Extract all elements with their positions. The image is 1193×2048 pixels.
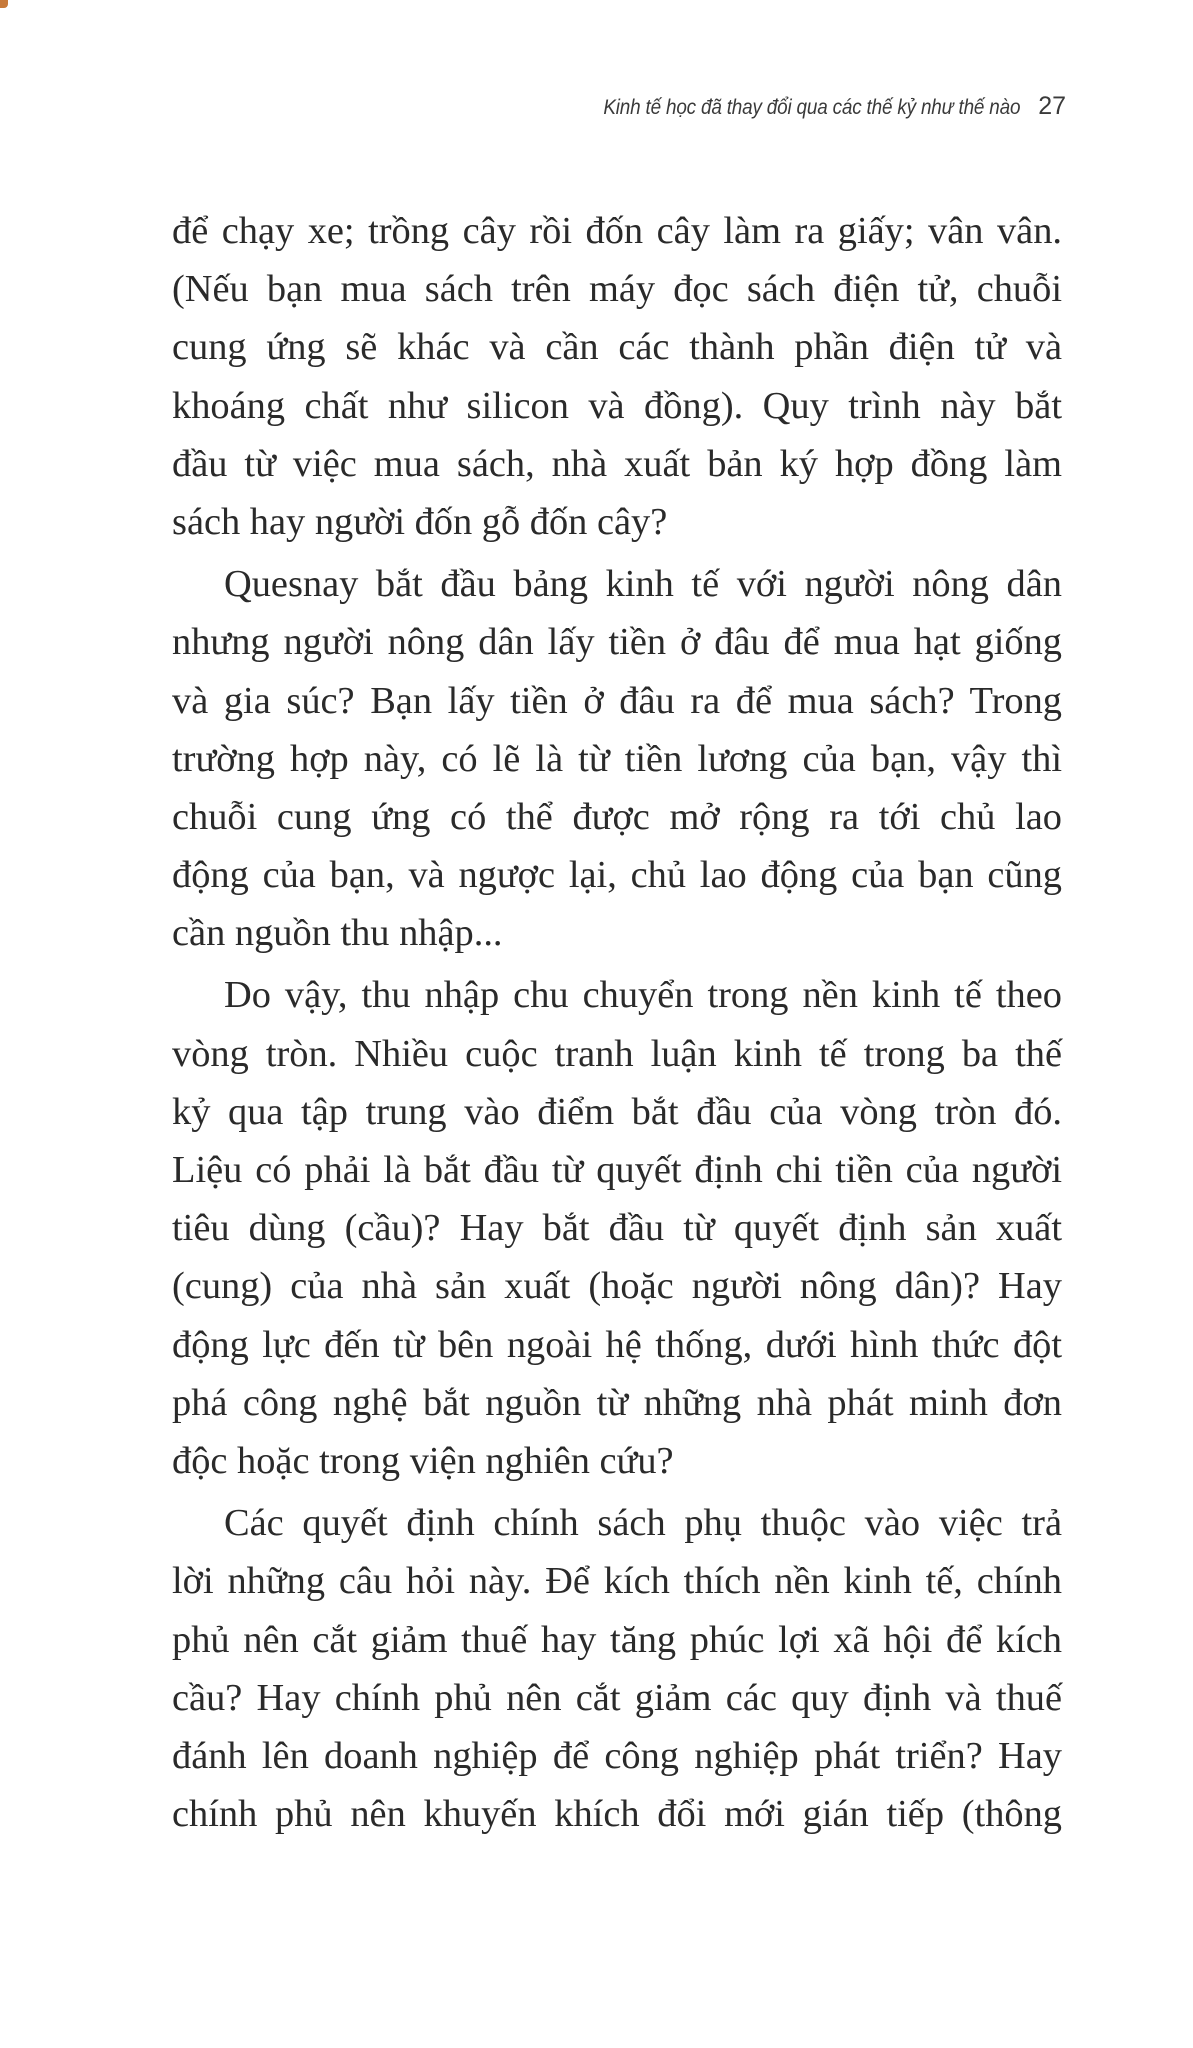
- text-line: Liệu có phải là bắt đầu từ quyết định chi tiền của người: [172, 1149, 1062, 1191]
- text-line: (cung) của nhà sản xuất (hoặc người nông dân)? Hay: [172, 1265, 1062, 1308]
- scan-corner-mark: [0, 0, 8, 8]
- text-line: chính phủ nên khuyến khích đổi mới gián tiếp (thông: [172, 1793, 1062, 1836]
- paragraph: [172, 966, 1062, 1490]
- text-line: vòng tròn. Nhiều cuộc tranh luận kinh tế trong ba thế: [172, 1032, 1062, 1075]
- text-line: Các quyết định chính sách phụ thuộc vào việc trả: [224, 1502, 1062, 1545]
- text-line: độc hoặc trong viện nghiên cứu?: [172, 1439, 674, 1482]
- text-line: và gia súc? Bạn lấy tiền ở đâu ra để mua sách? Trong: [172, 679, 1062, 722]
- text-line: lời những câu hỏi này. Để kích thích nền kinh tế, chính: [172, 1560, 1062, 1603]
- running-title: Kinh tế học đã thay đổi qua các thế kỷ như thế nào: [603, 96, 1021, 119]
- text-line: đầu từ việc mua sách, nhà xuất bản ký hợp đồng làm: [172, 442, 1062, 485]
- text-line: Quesnay bắt đầu bảng kinh tế với người nông dân: [224, 563, 1062, 606]
- text-line: Do vậy, thu nhập chu chuyển trong nền kinh tế theo: [224, 974, 1062, 1017]
- page-number: 27: [1038, 92, 1066, 120]
- text-line: kỷ qua tập trung vào điểm bắt đầu của vòng tròn đó.: [172, 1090, 1062, 1133]
- text-line: cần nguồn thu nhập...: [172, 912, 503, 955]
- text-line: động lực đến từ bên ngoài hệ thống, dưới hình thức đột: [172, 1323, 1062, 1366]
- text-line: sách hay người đốn gỗ đốn cây?: [172, 500, 668, 543]
- text-line: đánh lên doanh nghiệp để công nghiệp phát triển? Hay: [172, 1734, 1062, 1777]
- text-line: cung ứng sẽ khác và cần các thành phần điện tử và: [172, 326, 1062, 369]
- text-line: để chạy xe; trồng cây rồi đốn cây làm ra giấy; vân vân.: [172, 210, 1062, 252]
- text-line: (Nếu bạn mua sách trên máy đọc sách điện tử, chuỗi: [172, 268, 1062, 311]
- body-text: [172, 202, 1062, 1843]
- text-line: chuỗi cung ứng có thể được mở rộng ra tới chủ lao: [172, 795, 1062, 838]
- text-line: khoáng chất như silicon và đồng). Quy trình này bắt: [172, 384, 1062, 427]
- running-header: [557, 92, 1066, 121]
- text-line: nhưng người nông dân lấy tiền ở đâu để mua hạt giống: [172, 621, 1062, 664]
- text-line: tiêu dùng (cầu)? Hay bắt đầu từ quyết định sản xuất: [172, 1207, 1062, 1250]
- text-line: phá công nghệ bắt nguồn từ những nhà phát minh đơn: [172, 1381, 1062, 1424]
- paragraph: [172, 555, 1062, 962]
- text-line: cầu? Hay chính phủ nên cắt giảm các quy định và thuế: [172, 1676, 1062, 1719]
- text-line: phủ nên cắt giảm thuế hay tăng phúc lợi xã hội để kích: [172, 1618, 1062, 1661]
- paragraph-continuation: [172, 202, 1062, 551]
- text-line: động của bạn, và ngược lại, chủ lao động của bạn cũng: [172, 854, 1062, 897]
- paragraph: [172, 1494, 1062, 1843]
- text-line: trường hợp này, có lẽ là từ tiền lương của bạn, vậy thì: [172, 737, 1062, 780]
